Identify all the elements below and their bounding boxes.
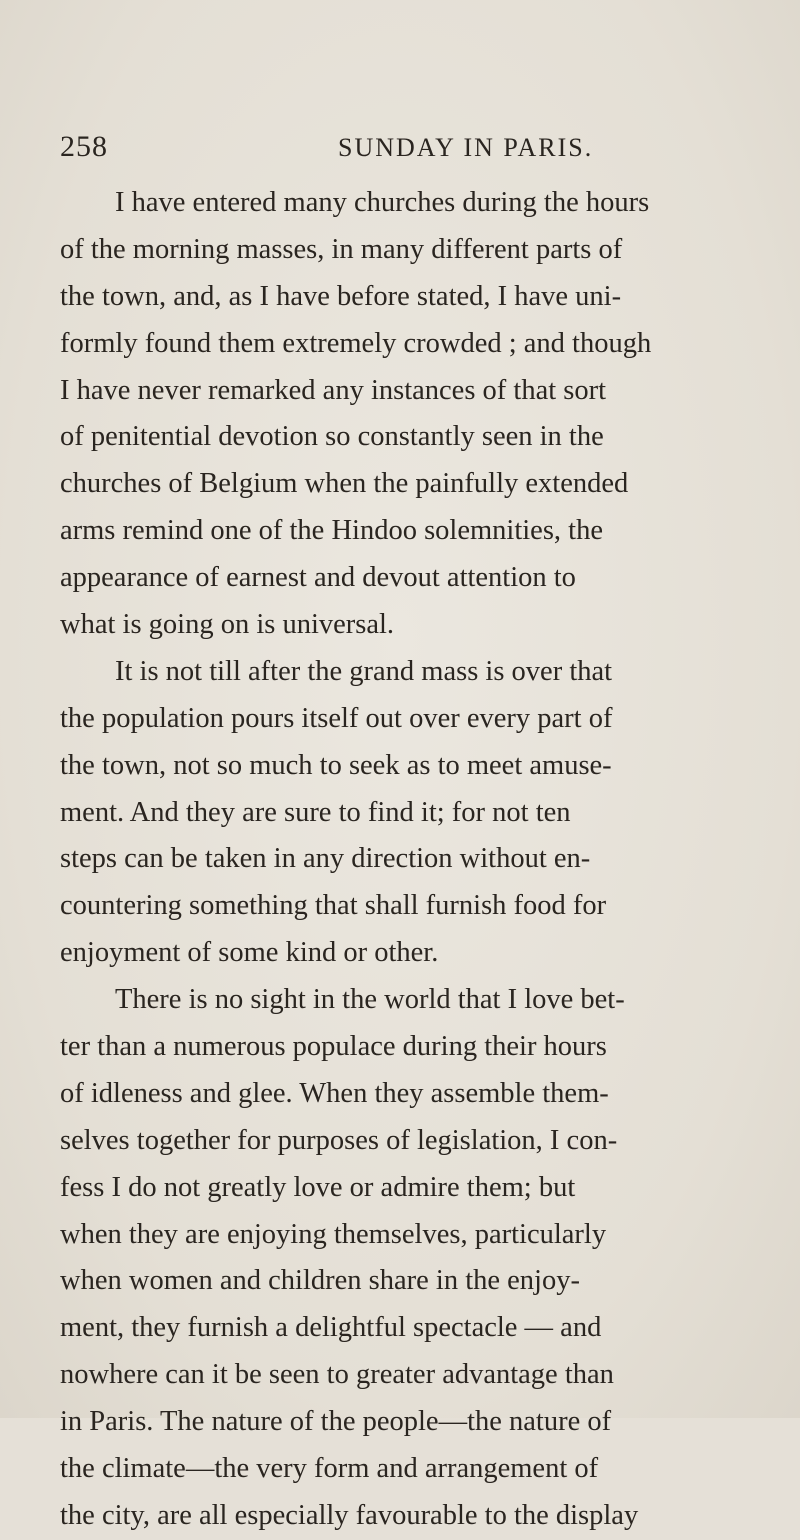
text-line: enjoyment of some kind or other. [60, 937, 439, 969]
text-line: when women and children share in the enjoy- [60, 1265, 580, 1297]
text-line: appearance of earnest and devout attention to [60, 562, 576, 594]
text-line: arms remind one of the Hindoo solemnities, the [60, 515, 603, 547]
body-text [60, 180, 800, 1540]
text-line: churches of Belgium when the painfully extended [60, 468, 629, 500]
text-line: the city, are all especially favourable to the display [60, 1499, 639, 1531]
text-line: ter than a numerous populace during their hours [60, 1031, 607, 1063]
text-line: the town, not so much to seek as to meet amuse- [60, 749, 612, 781]
text-line: the population pours itself out over every part of [60, 702, 613, 734]
text-line: selves together for purposes of legislation, I con- [60, 1124, 618, 1156]
text-line: formly found them extremely crowded ; and though [60, 327, 652, 359]
text-line-paragraph-start: I have entered many churches during the hours [115, 187, 650, 218]
text-line: the town, and, as I have before stated, I have uni- [60, 280, 622, 312]
text-line: fess I do not greatly love or admire them; but [60, 1171, 576, 1203]
text-line-paragraph-start: It is not till after the grand mass is over that [115, 655, 613, 687]
text-line: of idleness and glee. When they assemble them- [60, 1077, 609, 1109]
text-line: steps can be taken in any direction without en- [60, 843, 591, 875]
text-line: the climate—the very form and arrangement of [60, 1453, 599, 1485]
text-line: I have never remarked any instances of that sort [60, 374, 607, 406]
page-header [60, 130, 740, 170]
text-line: when they are enjoying themselves, particularly [60, 1218, 607, 1250]
text-line: ment, they furnish a delightful spectacle — and [60, 1312, 602, 1344]
text-line: ment. And they are sure to find it; for not ten [60, 796, 571, 828]
text-line: nowhere can it be seen to greater advantage than [60, 1359, 614, 1391]
text-line: in Paris. The nature of the people—the nature of [60, 1406, 612, 1438]
text-line: countering something that shall furnish food for [60, 890, 607, 922]
text-line: what is going on is universal. [60, 609, 395, 641]
text-line: of the morning masses, in many different parts of [60, 233, 623, 265]
running-head: SUNDAY IN PARIS. [338, 133, 594, 162]
text-line-paragraph-start: There is no sight in the world that I love bet- [115, 984, 625, 1016]
text-line: of penitential devotion so constantly seen in the [60, 421, 604, 453]
page-number: 258 [60, 130, 108, 163]
